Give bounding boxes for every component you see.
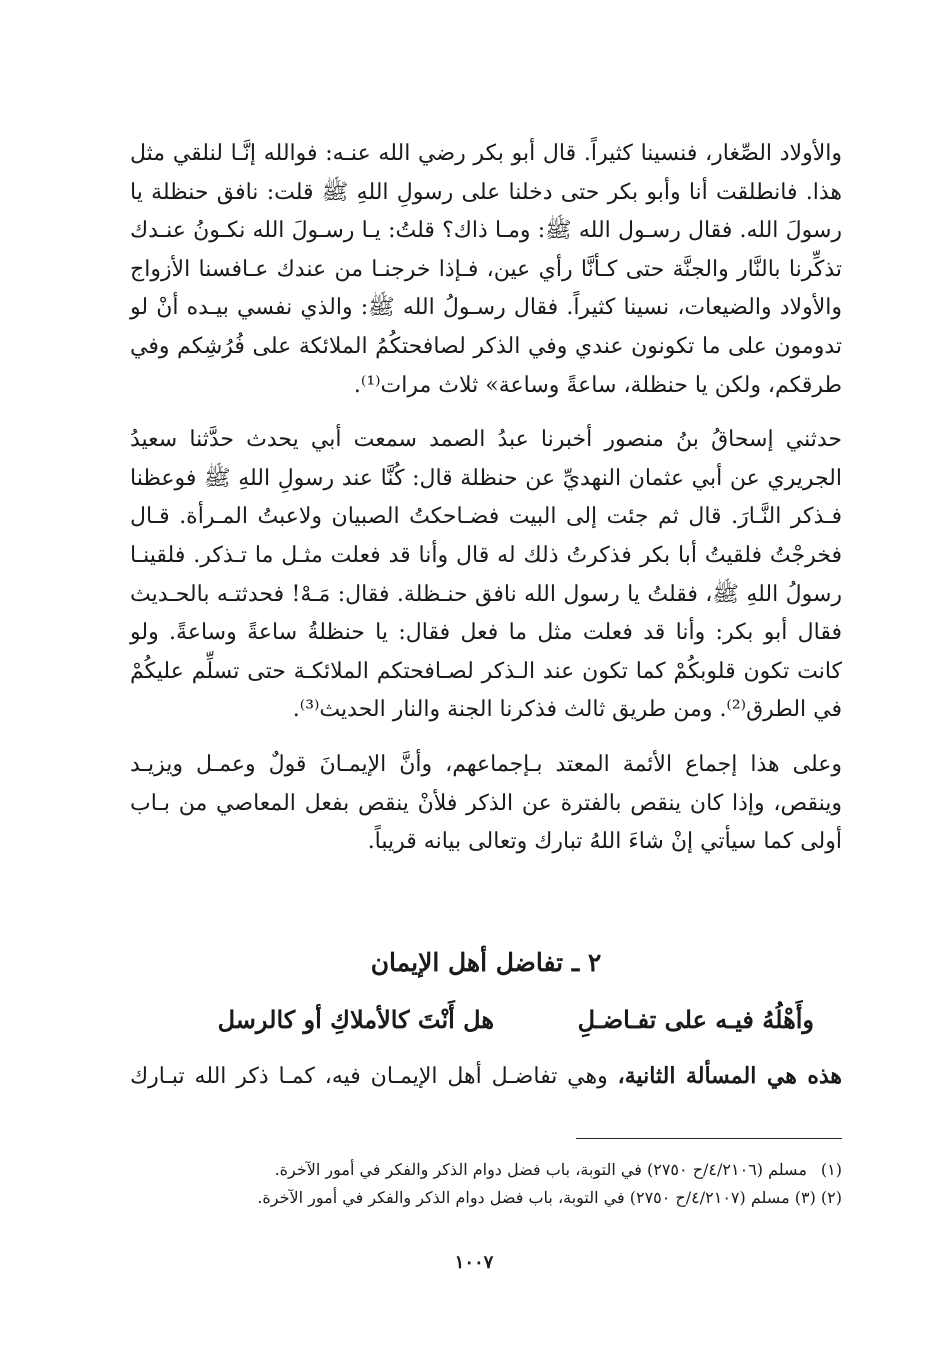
paragraph-ijma: وعلى هذا إجماع الأئمة المعتد بـإجماعهم، وأنَّ الإيمـانَ قولٌ وعمـل ويزيـد وينقص، وإذا كان ينقص بالفترة عن الذكر فلأنْ ينقص بفعل المعاصي من بـاب أولى كما سيأتي إنْ شاءَ اللهُ تبارك وتعالى بيانه قريباً.	[130, 751, 842, 855]
section-title: ٢ ـ تفاضل أهل الإيمان	[370, 948, 602, 977]
footnote-1	[130, 1156, 842, 1184]
footnote-text: مسلم (٤/٢١٠٧/ح ٢٧٥٠) في التوبة، باب فضل دوام الذكر والفكر في أمور الآخرة.	[257, 1188, 790, 1207]
footnote-number: (٢) (٣)	[794, 1188, 842, 1207]
intro-rest: وهي تفاضـل أهل الإيمـان فيه، كمـا ذكر الله تبـارك	[130, 1064, 608, 1089]
intro-line	[130, 1063, 842, 1089]
paragraph-hadith-hanzala: والأولاد الصِّغار، فنسينا كثيراً. قال أبو بكر رضي الله عنـه: فوالله إنَّـا لنلقي مثل هذا. فانطلقت أنا وأبو بكر حتى دخلنا على رسولِ اللهِ ﷺ قلت: نافق حنظلة يا رسولَ الله. فقال رسـول الله ﷺ: ومـا ذاك؟ قلتُ: يـا رسـولَ الله نكـونُ عنـدك تذكِّرنا بالنَّار والجنَّة حتى كـأنَّا رأي عين، فـإذا خرجنـا من عندك عـافسنا الأزواج والأولاد والضيعات، نسينا كثيراً. فقال رسـولُ الله ﷺ: والذي نفسي بيـده أنْ لو تدومون على ما تكونون عندي وفي الذكر لصافحتكُمُ الملائكة على فُرُشِكم وفي طرقكم، ولكن يا حنظلة، ساعةً وساعة» ثلاث مرات⁽¹⁾.	[130, 141, 842, 398]
footnote-divider	[576, 1138, 842, 1139]
main-text-column	[130, 135, 842, 1089]
footnote-text: مسلم (٤/٢١٠٦/ح ٢٧٥٠) في التوبة، باب فضل دوام الذكر والفكر في أمور الآخرة.	[274, 1160, 807, 1179]
footnote-number: (١)	[820, 1160, 842, 1179]
poem-verse	[130, 1005, 842, 1045]
page-number: ١٠٠٧	[454, 1252, 494, 1273]
footnotes	[130, 1156, 842, 1212]
paragraph-isnad-ishaq: حدثني إسحاقُ بنُ منصور أخبرنا عبدُ الصمد سمعت أبي يحدث حدَّثنا سعيدُ الجريري عن أبي عثمان النهديِّ عن حنظلة قال: كُنَّا عند رسولِ اللهِ ﷺ فوعظنا فـذكر النَّـارَ. قال ثم جئت إلى البيت فضـاحكتُ الصبيان ولاعبتُ المـرأة. قـال فخرجْتُ فلقيتُ أبا بكر فذكرتُ ذلك له قال وأنا قد فعلت مثـل ما تـذكر. فلقينـا رسولُ اللهِ ﷺ، فقلتُ يا رسول الله نافق حنـظلة. فقال: مَـهْ! فحدثتـه بالحـديث فقال أبو بكر: وأنا قد فعلت مثل ما فعل فقال: يا حنظلةُ ساعةً وساعةً. ولو كانت تكون قلوبكُمْ كما تكون عند الـذكر لصـافحتكم الملائكـة حتى تسلِّم عليكُمْ في الطرق⁽²⁾. ومن طريق ثالث فذكرنا الجنة والنار الحديث⁽³⁾.	[130, 427, 842, 723]
verse-first-hemistich: وأَهْلُهُ فيـه على تفـاضـلِ	[577, 1005, 814, 1034]
verse-second-hemistich: هل أَنْتَ كالأملاكِ أو كالرسل	[217, 1005, 494, 1034]
intro-bold: هذه هي المسألة الثانية،	[617, 1063, 842, 1089]
footnote-2-3	[130, 1184, 842, 1212]
